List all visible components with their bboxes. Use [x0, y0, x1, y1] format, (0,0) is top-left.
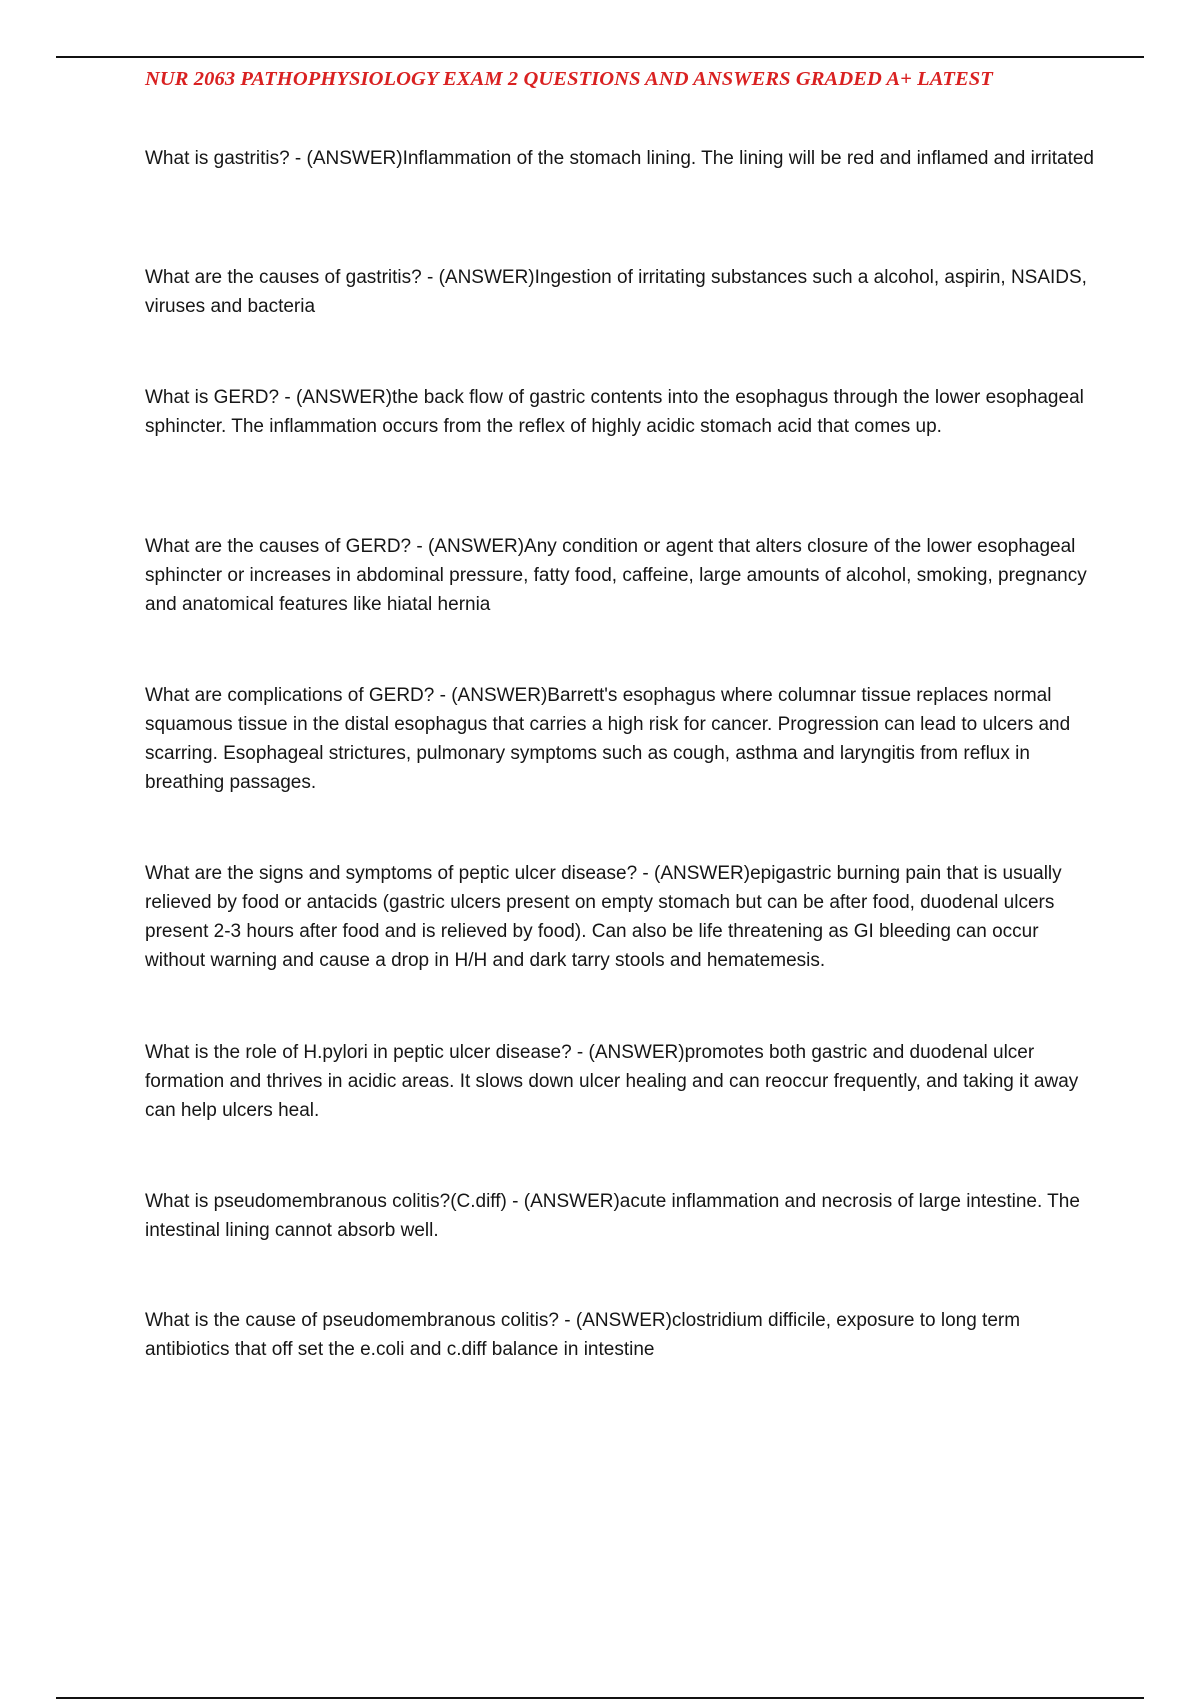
- qa-item-gerd-definition: What is GERD? - (ANSWER)the back flow of gastric contents into the esophagus through the lower esophageal sphincter. The inflammation occurs from the reflex of highly acidic stomach acid that comes up.: [145, 387, 1084, 437]
- qa-item-pseudomembranous-colitis-definition: What is pseudomembranous colitis?(C.diff) - (ANSWER)acute inflammation and necrosis of large intestine. The intestinal lining cannot absorb well.: [145, 1191, 1080, 1241]
- bottom-rule: [56, 1697, 1144, 1699]
- qa-item-h-pylori-role: What is the role of H.pylori in peptic ulcer disease? - (ANSWER)promotes both gastric and duodenal ulcer formation and thrives in acidic areas. It slows down ulcer healing and can reoccur frequently, and taking it away can help ulcers heal.: [145, 1042, 1079, 1121]
- qa-item-pseudomembranous-colitis-cause: What is the cause of pseudomembranous colitis? - (ANSWER)clostridium difficile, exposure to long term antibiotics that off set the e.coli and c.diff balance in intestine: [145, 1310, 1021, 1360]
- document-title: NUR 2063 PATHOPHYSIOLOGY EXAM 2 QUESTIONS AND ANSWERS GRADED A+ LATEST: [145, 68, 993, 90]
- qa-item-gerd-causes: What are the causes of GERD? - (ANSWER)Any condition or agent that alters closure of the lower esophageal sphincter or increases in abdominal pressure, fatty food, caffeine, large amounts of alcohol, smoking, pregnancy and anatomical features like hiatal hernia: [145, 536, 1087, 615]
- qa-item-gerd-complications: What are complications of GERD? - (ANSWER)Barrett's esophagus where columnar tissue replaces normal squamous tissue in the distal esophagus that carries a high risk for cancer. Progression can lead to ulcers and scarring. Esophageal strictures, pulmonary symptoms such as cough, asthma and laryngitis from reflux in breathing passages.: [145, 685, 1071, 793]
- qa-item-gastritis-causes: What are the causes of gastritis? - (ANSWER)Ingestion of irritating substances such a alcohol, aspirin, NSAIDS, viruses and bacteria: [145, 267, 1087, 317]
- qa-item-peptic-ulcer-symptoms: What are the signs and symptoms of peptic ulcer disease? - (ANSWER)epigastric burning pain that is usually relieved by food or antacids (gastric ulcers present on empty stomach but can be after food, duodenal ulcers present 2-3 hours after food and is relieved by food). Can also be life threatening as GI bleeding can occur without warning and cause a drop in H/H and dark tarry stools and hematemesis.: [145, 863, 1062, 971]
- qa-item-gastritis-definition: What is gastritis? - (ANSWER)Inflammation of the stomach lining. The lining will be red and inflamed and irritated: [145, 148, 1094, 169]
- top-rule: [56, 56, 1144, 58]
